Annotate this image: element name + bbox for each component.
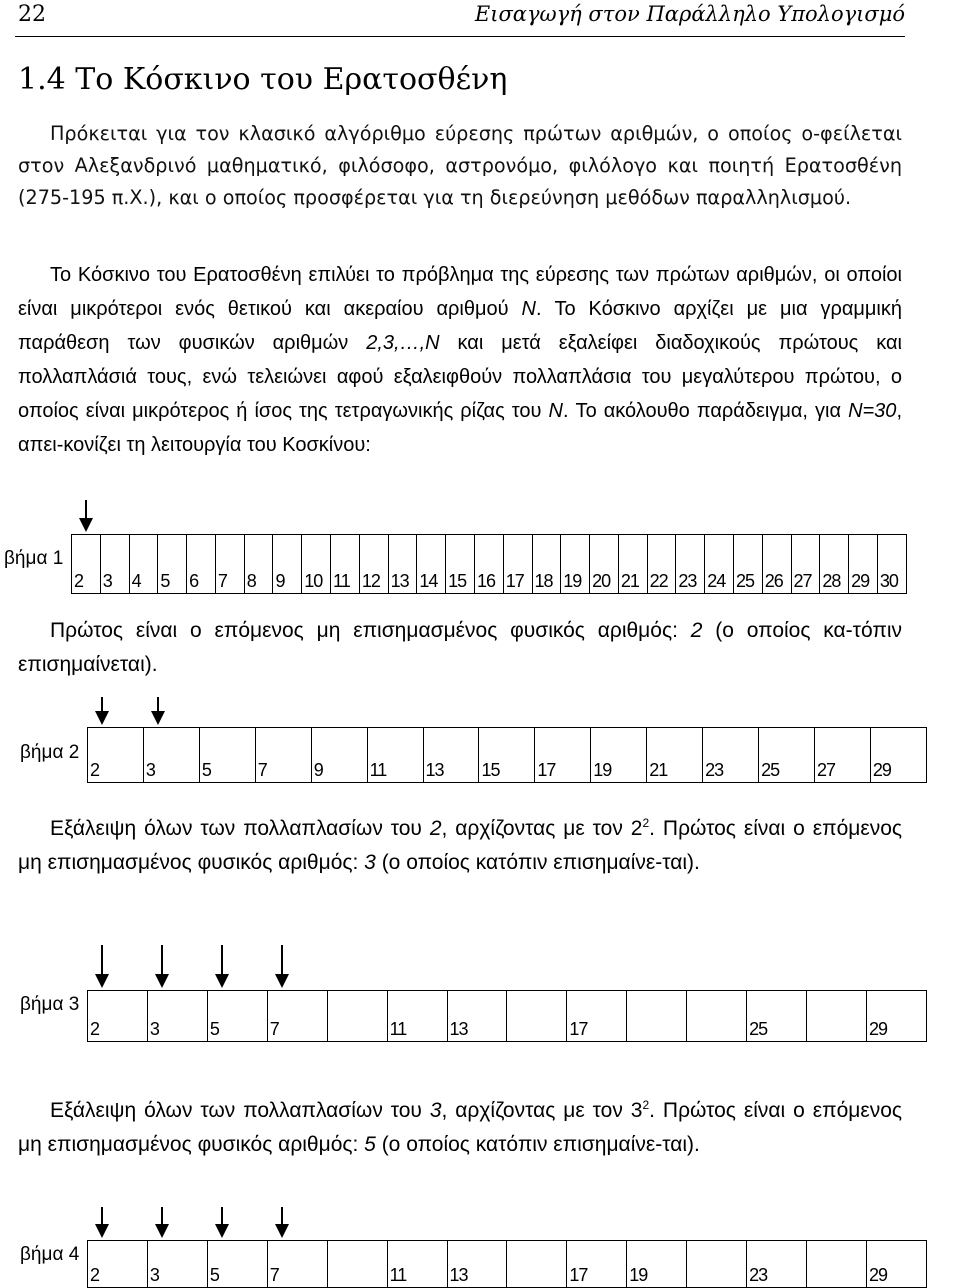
cell-number: 2 [90, 760, 100, 780]
cell-number: 24 [707, 571, 726, 591]
cell-number: 27 [816, 760, 836, 780]
sieve-cell [147, 990, 208, 1042]
sieve-cell [423, 727, 480, 783]
sieve-cell [447, 1240, 508, 1288]
sieve-cell [388, 534, 418, 594]
sieve-cell [416, 534, 446, 594]
note2-d: (ο οποίος κατόπιν επισημαίνε-ται). [375, 851, 700, 874]
cell-number: 26 [764, 571, 783, 591]
note2-num2: 3 [364, 851, 376, 874]
step-note-2 [18, 806, 902, 880]
sieve-cell [675, 534, 705, 594]
cell-number: 17 [569, 1265, 588, 1285]
cell-number: 12 [361, 571, 380, 591]
cell-number: 13 [425, 760, 444, 780]
desc-text-e: , απει-κονίζει τη λειτουργία του Κοσκίνου: [18, 400, 902, 456]
cell-number: 17 [537, 760, 556, 780]
cell-number: 25 [749, 1019, 768, 1039]
cell-number: 8 [246, 571, 256, 591]
sieve-row [88, 1240, 928, 1288]
sieve-cell [474, 534, 504, 594]
sieve-cell [267, 1240, 328, 1288]
description-paragraph [18, 258, 902, 462]
sieve-cell [866, 1240, 927, 1288]
cell-number: 27 [793, 571, 812, 591]
desc-text-b: . Το Κόσκινο αρχίζει με μια γραμμική παράθεση των φυσικών αριθμών [18, 298, 902, 354]
note3-a: Εξάλειψη όλων των πολλαπλασίων του [50, 1099, 430, 1122]
cell-number: 11 [389, 1265, 407, 1285]
desc-n30: N=30 [848, 400, 897, 422]
cell-number: 9 [313, 760, 323, 780]
cell-number: 22 [649, 571, 668, 591]
cell-number: 21 [649, 760, 668, 780]
desc-range: 2,3,…,N [366, 332, 440, 354]
sieve-cell [819, 534, 849, 594]
cell-number: 19 [563, 571, 582, 591]
cell-number: 14 [419, 571, 438, 591]
note2-a: Εξάλειψη όλων των πολλαπλασίων του [50, 817, 430, 840]
cell-number: 9 [275, 571, 285, 591]
cell-number: 2 [90, 1019, 100, 1039]
sieve-cell [327, 1240, 388, 1288]
sieve-cell [207, 1240, 268, 1288]
cell-number: 29 [868, 1265, 888, 1285]
sieve-cell [762, 534, 792, 594]
sieve-cell [359, 534, 389, 594]
desc-text-c: και μετά εξαλείφει διαδοχικούς πρώτους και πολλαπλάσιά τους, ενώ τελειώνει αφού εξαλειφθούν πολλαπλάσια του μεγαλύτερου πρώτου, ο οποίος είναι μικρότερος ή ίσος της τετραγωνικής ρίζας του [18, 332, 902, 422]
cell-number: 5 [209, 1019, 219, 1039]
cell-number: 3 [102, 571, 112, 591]
running-title: Εισαγωγή στον Παράλληλο Υπολογισμό [474, 2, 905, 26]
cell-number: 11 [333, 571, 350, 591]
cell-number: 19 [593, 760, 612, 780]
cell-number: 3 [145, 760, 155, 780]
cell-number: 3 [149, 1265, 159, 1285]
cell-number: 23 [678, 571, 697, 591]
sieve-cell [686, 990, 747, 1042]
sieve-cell [255, 727, 312, 783]
cell-number: 5 [160, 571, 170, 591]
desc-n: N [521, 298, 536, 320]
note3-num2: 5 [364, 1133, 376, 1156]
cell-number: 21 [620, 571, 639, 591]
sieve-cell [870, 727, 927, 783]
note2-c: . Πρώτος είναι ο επόμενος μη επισημασμένος φυσικός αριθμός: [18, 817, 903, 874]
cell-number: 2 [74, 571, 84, 591]
note1-b: (ο οποίος κα-τόπιν επισημαίνεται). [18, 619, 902, 676]
step-note-3 [18, 1088, 902, 1162]
cell-number: 2 [90, 1265, 100, 1285]
sieve-cell [806, 1240, 867, 1288]
sieve-cell [702, 727, 759, 783]
sieve-cell [534, 727, 591, 783]
cell-number: 7 [217, 571, 227, 591]
sieve-cell [866, 990, 927, 1042]
sieve-cell [626, 990, 687, 1042]
note2-num: 2 [429, 817, 442, 840]
note2-b: , αρχίζοντας με τον 2 [441, 817, 643, 840]
step-note-1 [18, 614, 902, 682]
cell-number: 18 [534, 571, 553, 591]
note3-sup: 2 [642, 1098, 650, 1112]
cell-number: 5 [209, 1265, 219, 1285]
cell-number: 13 [449, 1265, 468, 1285]
cell-number: 29 [851, 571, 870, 591]
sieve-cell [560, 534, 590, 594]
cell-number: 25 [761, 760, 780, 780]
sieve-cell [330, 534, 360, 594]
sieve-cell [387, 990, 448, 1042]
cell-number: 4 [131, 571, 141, 591]
sieve-cell [478, 727, 535, 783]
cell-number: 17 [505, 571, 524, 591]
note3-num: 3 [429, 1099, 442, 1122]
sieve-cell [806, 990, 867, 1042]
sieve-cell [186, 534, 216, 594]
sieve-cell [143, 727, 200, 783]
intro-text: Πρόκειται για τον κλασικό αλγόριθμο εύρεσης πρώτων αριθμών, ο οποίος ο-φείλεται στον Αλεξανδρινό μαθηματικό, φιλόσοφο, αστρονόμο, φιλόλογο και ποιητή Ερατοσθένη (275-195 π.Χ.), και ο οποίος προσφέρεται για τη διερεύνηση μεθόδων παραλληλισμού. [18, 122, 902, 209]
sieve-cell [647, 534, 677, 594]
sieve-cell [503, 534, 533, 594]
sieve-cell [157, 534, 187, 594]
sieve-cell [746, 990, 807, 1042]
step-label: βήμα 3 [20, 994, 80, 1015]
desc-n2: N [548, 400, 563, 422]
sieve-cell [646, 727, 703, 783]
sieve-cell [877, 534, 907, 594]
sieve-row [72, 534, 908, 594]
sieve-cell [506, 990, 567, 1042]
note1-a: Πρώτος είναι ο επόμενος μη επισημασμένος φυσικός αριθμός: [50, 619, 691, 642]
cell-number: 7 [257, 760, 267, 780]
sieve-cell [272, 534, 302, 594]
cell-number: 7 [269, 1265, 279, 1285]
step-label: βήμα 2 [20, 742, 80, 763]
step-label: βήμα 1 [4, 548, 64, 569]
sieve-cell [626, 1240, 687, 1288]
sieve-cell [589, 534, 619, 594]
sieve-cell [791, 534, 821, 594]
desc-text-a: Το Κόσκινο του Ερατοσθένη επιλύει το πρόβλημα της εύρεσης των πρώτων αριθμών, οι οποίοι είναι μικρότεροι ενός θετικού και ακεραίου αριθμού [18, 264, 902, 320]
sieve-cell [87, 990, 148, 1042]
cell-number: 11 [369, 760, 387, 780]
cell-number: 20 [592, 571, 611, 591]
note3-d: (ο οποίος κατόπιν επισημαίνε-ται). [375, 1133, 700, 1156]
step-label: βήμα 4 [20, 1244, 80, 1265]
cell-number: 23 [749, 1265, 768, 1285]
sieve-cell [590, 727, 647, 783]
note3-b: , αρχίζοντας με τον 3 [441, 1099, 643, 1122]
sieve-cell [618, 534, 648, 594]
cell-number: 5 [201, 760, 211, 780]
cell-number: 13 [449, 1019, 468, 1039]
cell-number: 7 [269, 1019, 279, 1039]
sieve-cell [87, 727, 144, 783]
cell-number: 11 [389, 1019, 407, 1039]
sieve-cell [848, 534, 878, 594]
cell-number: 30 [879, 571, 898, 591]
sieve-cell [267, 990, 328, 1042]
sieve-cell [207, 990, 268, 1042]
note1-num: 2 [690, 619, 703, 642]
cell-number: 29 [868, 1019, 888, 1039]
section-title: 1.4 Το Κόσκινο του Ερατοσθένη [18, 62, 508, 97]
sieve-cell [686, 1240, 747, 1288]
sieve-cell [87, 1240, 148, 1288]
sieve-cell [746, 1240, 807, 1288]
cell-number: 17 [569, 1019, 588, 1039]
cell-number: 10 [304, 571, 323, 591]
sieve-cell [327, 990, 388, 1042]
sieve-cell [506, 1240, 567, 1288]
page-header [15, 0, 905, 37]
sieve-cell [100, 534, 130, 594]
sieve-cell [566, 1240, 627, 1288]
cell-number: 29 [872, 760, 891, 780]
sieve-cell [129, 534, 159, 594]
sieve-cell [733, 534, 763, 594]
cell-number: 15 [481, 760, 500, 780]
sieve-cell [199, 727, 256, 783]
note3-c: . Πρώτος είναι ο επόμενος μη επισημασμένος φυσικός αριθμός: [18, 1099, 903, 1156]
cell-number: 19 [629, 1265, 648, 1285]
sieve-cell [566, 990, 627, 1042]
sieve-row [88, 727, 928, 783]
cell-number: 3 [149, 1019, 159, 1039]
sieve-cell [447, 990, 508, 1042]
cell-number: 23 [705, 760, 724, 780]
sieve-cell [445, 534, 475, 594]
cell-number: 25 [735, 571, 754, 591]
sieve-cell [814, 727, 871, 783]
cell-number: 6 [189, 571, 199, 591]
sieve-cell [215, 534, 245, 594]
cell-number: 15 [448, 571, 467, 591]
sieve-cell [532, 534, 562, 594]
sieve-cell [244, 534, 274, 594]
desc-text-d: . Το ακόλουθο παράδειγμα, για [562, 400, 849, 422]
sieve-row [88, 990, 928, 1042]
note2-sup: 2 [642, 816, 650, 830]
sieve-cell [71, 534, 101, 594]
sieve-cell [704, 534, 734, 594]
sieve-cell [367, 727, 424, 783]
sieve-cell [311, 727, 368, 783]
sieve-cell [301, 534, 331, 594]
sieve-cell [147, 1240, 208, 1288]
page-number: 22 [18, 2, 46, 27]
intro-paragraph [18, 118, 902, 214]
cell-number: 28 [822, 571, 841, 591]
cell-number: 16 [476, 571, 495, 591]
sieve-cell [758, 727, 815, 783]
cell-number: 13 [390, 571, 409, 591]
sieve-cell [387, 1240, 448, 1288]
